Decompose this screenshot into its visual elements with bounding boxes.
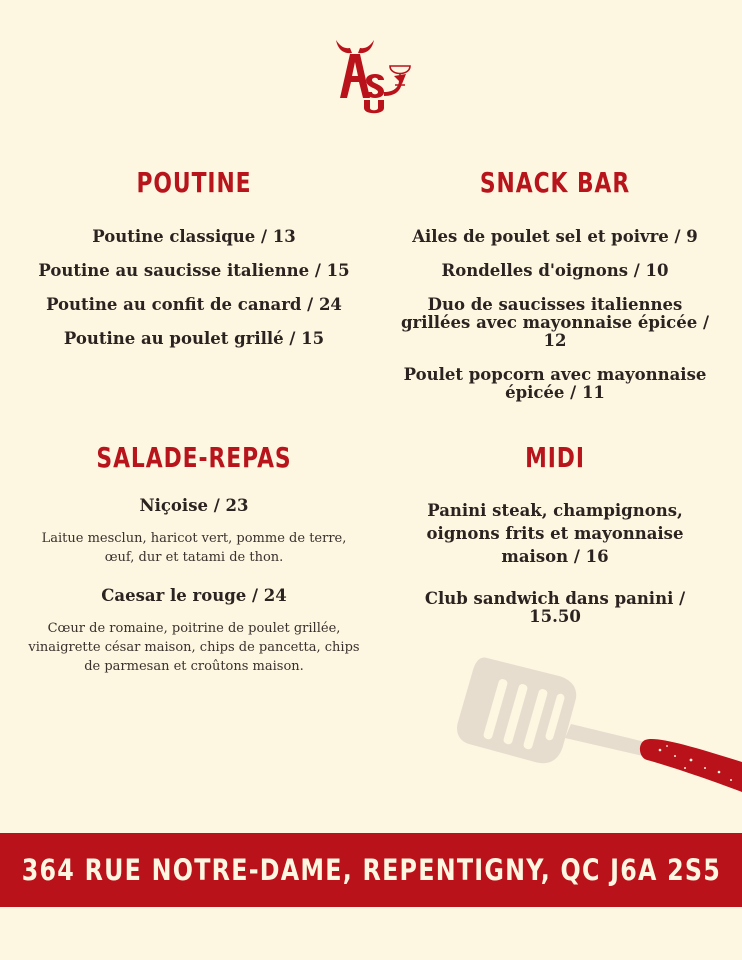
section-title-snack-bar: SNACK BAR xyxy=(479,166,631,199)
menu-item: Panini steak, champignons, oignons frits et mayonnaise maison / 16 xyxy=(426,501,684,566)
menu-item: Caesar le rouge / 24 xyxy=(101,586,287,605)
section-snack-bar xyxy=(400,166,710,418)
menu-item: Poulet popcorn avec mayonnaise épicée / 11 xyxy=(403,365,707,402)
menu-item: Club sandwich dans panini / 15.50 xyxy=(424,589,686,626)
devil-monogram-logo xyxy=(330,36,414,114)
menu-item: Poutine au poulet grillé / 15 xyxy=(63,329,325,348)
section-title-midi: MIDI xyxy=(525,441,585,474)
menu-item-description: Laitue mesclun, haricot vert, pomme de terre, œuf, dur et tatami de thon. xyxy=(41,531,347,565)
menu-item: Rondelles d'oignons / 10 xyxy=(441,261,669,280)
menu-item: Poutine classique / 13 xyxy=(92,227,296,246)
menu-item: Poutine au confit de canard / 24 xyxy=(46,295,342,314)
section-title-poutine: POUTINE xyxy=(136,166,252,199)
section-poutine xyxy=(28,166,360,364)
menu-item: Poutine au saucisse italienne / 15 xyxy=(38,261,350,280)
menu-item: Niçoise / 23 xyxy=(139,496,249,515)
address-text: 364 RUE NOTRE-DAME, REPENTIGNY, QC J6A 2S5 xyxy=(21,853,721,887)
address-banner xyxy=(0,833,742,907)
menu-item-description: Cœur de romaine, poitrine de poulet grillée, vinaigrette césar maison, chips de pancetta, chips de parmesan et croûtons maison. xyxy=(28,621,360,674)
section-midi xyxy=(400,441,710,648)
section-salade-repas xyxy=(28,441,360,696)
menu-item: Ailes de poulet sel et poivre / 9 xyxy=(412,227,698,246)
menu-item: Duo de saucisses italiennes grillées avec mayonnaise épicée / 12 xyxy=(401,295,709,350)
spatula-icon xyxy=(455,650,742,800)
section-title-salade-repas: SALADE-REPAS xyxy=(96,441,292,474)
